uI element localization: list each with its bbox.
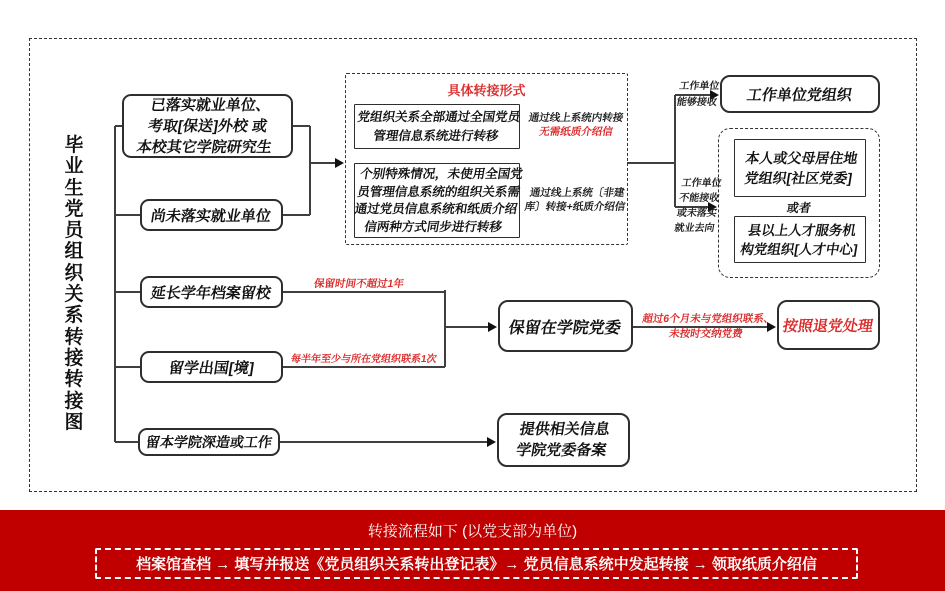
quit-condition-line1: 超过6个月未与党组织联系、 [641, 313, 776, 325]
work-unit-accept-label: 工作单位 能够接收 [675, 81, 721, 108]
branch-study-abroad-label: 留学出国[境] [167, 359, 256, 377]
residence-options-group [718, 128, 880, 278]
transfer-forms-title: 具体转接形式 [447, 83, 526, 98]
transfer-forms-group [345, 73, 628, 245]
branch-not-employed-label: 尚未落实就业单位 [149, 207, 273, 225]
quit-condition-line2: 未按时交纳党费 [668, 328, 744, 340]
branch-employed-label: 已落实就业单位、 考取[保送]外校 或 本校其它学院研究生 [135, 96, 274, 156]
form-special-case-note: 通过线上系统〔非建 库〕转接+纸质介绍信 [523, 187, 627, 213]
talent-org-label: 县以上人才服务机 构党组织[人才中心] [738, 222, 859, 257]
talent-org-box [734, 216, 866, 263]
branch-not-employed-box [140, 199, 283, 231]
record-info-label: 提供相关信息 学院党委备案 [515, 421, 612, 459]
residence-org-box [734, 139, 866, 197]
keep-in-college-box [498, 300, 633, 352]
branch-stay-college-box [138, 428, 280, 456]
contact-note: 每半年至少与所在党组织联系1次 [290, 354, 438, 365]
record-info-box [497, 413, 630, 467]
diagram-title-vertical: 毕业生党员组织关系转接转接图 [64, 135, 84, 433]
form-online-all-note [524, 111, 628, 139]
form-online-all-note-line2: 无需纸质介绍信 [538, 126, 614, 138]
branch-study-abroad-box [140, 351, 283, 383]
split-destination-lines [627, 95, 675, 207]
branch-stay-college-label: 留本学院深造或工作 [144, 434, 274, 450]
branch-employed-box [122, 94, 293, 158]
footer-bar [0, 510, 945, 591]
branch-extended-year-label: 延长学年档案留校 [149, 284, 273, 302]
footer-title: 转接流程如下 (以党支部为单位) [367, 523, 578, 540]
or-word: 或者 [785, 201, 813, 215]
quit-action-box [777, 300, 880, 350]
footer-steps-text: 档案馆查档 → 填写并报送《党员组织关系转出登记表》→ 党员信息系统中发起转接 → 领取纸质介绍信 [136, 556, 817, 573]
residence-org-label: 本人或父母居住地 党组织[社区党委] [743, 150, 859, 186]
work-org-box [720, 75, 880, 113]
work-unit-reject-label: 工作单位 不能接收 或未落实 就业去向 [673, 178, 723, 234]
branch-extended-year-box [140, 276, 283, 308]
form-special-case-box [353, 163, 524, 238]
form-online-all-note-line1: 通过线上系统内转接 [527, 112, 625, 124]
quit-action-label: 按照退党处理 [781, 317, 875, 335]
footer-steps-box [95, 548, 858, 579]
quit-condition-note [636, 312, 779, 342]
keep-in-college-label: 保留在学院党委 [507, 319, 623, 337]
form-online-all-label: 党组织关系全部通过全国党员 管理信息系统进行转移 [356, 109, 521, 143]
form-online-all-box [354, 104, 520, 149]
retain-time-note: 保留时间不超过1年 [313, 278, 405, 290]
work-org-label: 工作单位党组织 [745, 86, 854, 104]
form-special-case-label: 个别特殊情况，未使用全国党 员管理信息系统的组织关系需 通过党员信息系统和纸质介绍 信两种方式同步进行转移 [353, 166, 524, 233]
